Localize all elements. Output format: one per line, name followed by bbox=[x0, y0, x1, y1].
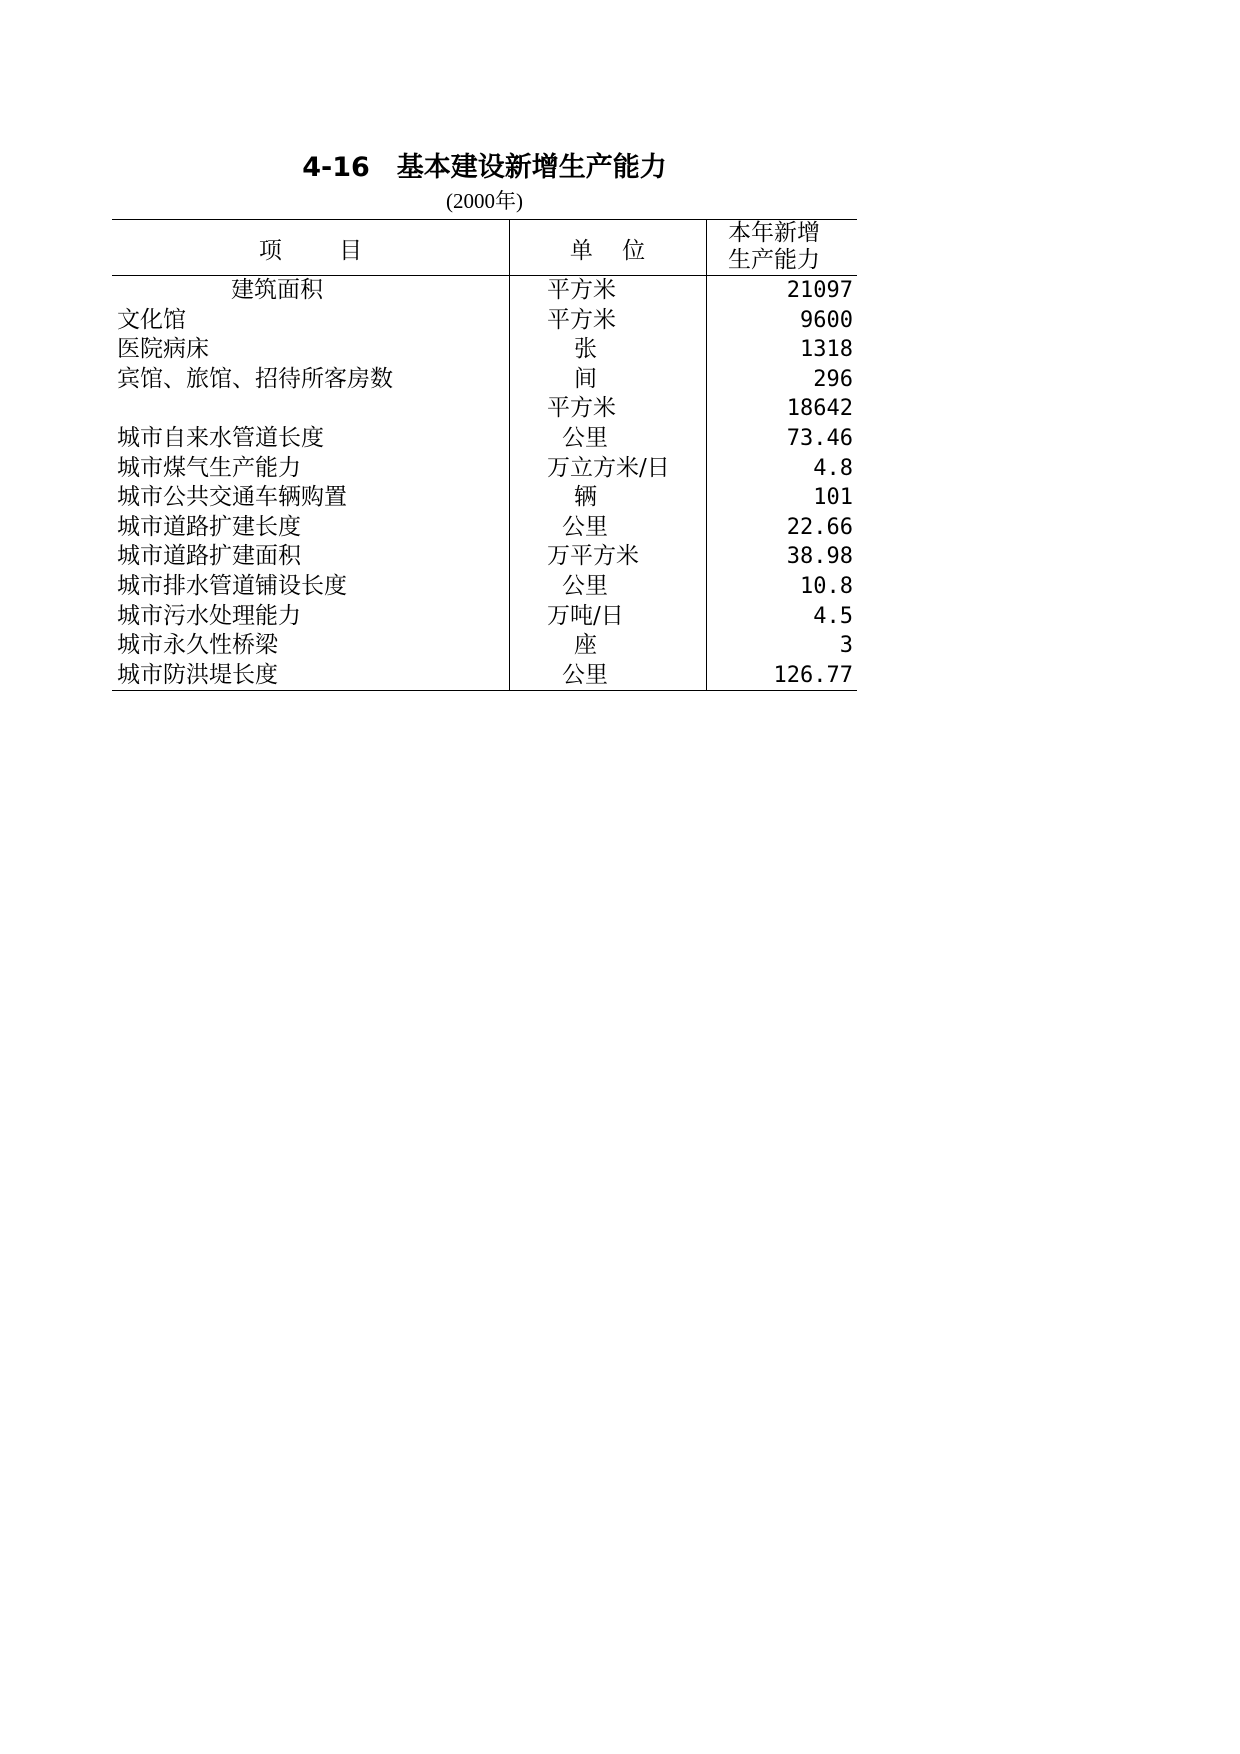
row-unit: 公里 bbox=[562, 513, 608, 540]
row-value: 101 bbox=[813, 485, 853, 511]
row-unit: 平方米 bbox=[547, 395, 616, 422]
row-value: 10.8 bbox=[800, 573, 853, 599]
header-capacity-line1: 本年新增 bbox=[728, 220, 820, 246]
table-row bbox=[112, 602, 857, 632]
table-row bbox=[112, 306, 857, 336]
row-unit: 万立方米/日 bbox=[547, 454, 670, 481]
row-unit: 公里 bbox=[562, 572, 608, 599]
row-value: 22.66 bbox=[786, 514, 853, 540]
row-item: 医院病床 bbox=[117, 336, 209, 363]
row-value: 1318 bbox=[800, 337, 853, 363]
row-value: 21097 bbox=[786, 278, 853, 303]
row-unit: 平方米 bbox=[547, 277, 616, 303]
page-subtitle-year: (2000年) bbox=[446, 189, 523, 213]
row-item: 城市污水处理能力 bbox=[117, 602, 301, 629]
row-item: 城市煤气生产能力 bbox=[117, 454, 301, 481]
table-row bbox=[112, 276, 857, 306]
table-row bbox=[112, 424, 857, 454]
row-item: 宾馆、旅馆、招待所客房数 bbox=[117, 365, 393, 392]
row-unit: 张 bbox=[574, 336, 597, 363]
page-title: 4-16 基本建设新增生产能力 bbox=[302, 152, 667, 183]
row-item: 城市排水管道铺设长度 bbox=[117, 572, 347, 599]
table-row bbox=[112, 542, 857, 572]
row-item: 建筑面积 bbox=[231, 277, 323, 303]
row-value: 18642 bbox=[786, 396, 853, 422]
row-unit: 间 bbox=[574, 365, 597, 392]
row-unit: 公里 bbox=[562, 661, 608, 688]
header-capacity bbox=[728, 220, 857, 274]
row-unit: 辆 bbox=[574, 484, 597, 511]
row-value: 9600 bbox=[800, 307, 853, 333]
table-row bbox=[112, 631, 857, 661]
row-value: 38.98 bbox=[786, 544, 853, 570]
row-unit: 万吨/日 bbox=[547, 602, 624, 629]
row-item: 文化馆 bbox=[117, 306, 186, 333]
header-item: 项 目 bbox=[258, 238, 363, 264]
table-row bbox=[112, 454, 857, 484]
table-row bbox=[112, 483, 857, 513]
table-row bbox=[112, 335, 857, 365]
row-item: 城市道路扩建面积 bbox=[117, 543, 301, 570]
row-unit: 公里 bbox=[562, 424, 608, 451]
table-row bbox=[112, 661, 857, 691]
row-item: 城市公共交通车辆购置 bbox=[117, 484, 347, 511]
row-unit: 万平方米 bbox=[547, 543, 639, 570]
row-value: 4.5 bbox=[813, 603, 853, 629]
table-body bbox=[112, 276, 857, 690]
row-item: 城市防洪堤长度 bbox=[117, 661, 278, 688]
row-value: 73.46 bbox=[786, 425, 853, 451]
row-unit: 座 bbox=[574, 632, 597, 659]
table-header bbox=[112, 220, 857, 276]
header-capacity-line2: 生产能力 bbox=[728, 247, 820, 273]
row-value: 4.8 bbox=[813, 455, 853, 481]
row-value: 126.77 bbox=[773, 662, 853, 688]
table-row bbox=[112, 572, 857, 602]
row-unit: 平方米 bbox=[547, 306, 616, 333]
table-row bbox=[112, 365, 857, 395]
row-item: 城市自来水管道长度 bbox=[117, 424, 324, 451]
table-row bbox=[112, 394, 857, 424]
row-value: 3 bbox=[839, 633, 853, 659]
header-unit: 单 位 bbox=[569, 238, 646, 264]
row-item: 城市永久性桥梁 bbox=[117, 632, 278, 659]
table-row bbox=[112, 513, 857, 543]
row-value: 296 bbox=[813, 366, 853, 392]
row-item: 城市道路扩建长度 bbox=[117, 513, 301, 540]
capacity-table bbox=[112, 219, 857, 691]
